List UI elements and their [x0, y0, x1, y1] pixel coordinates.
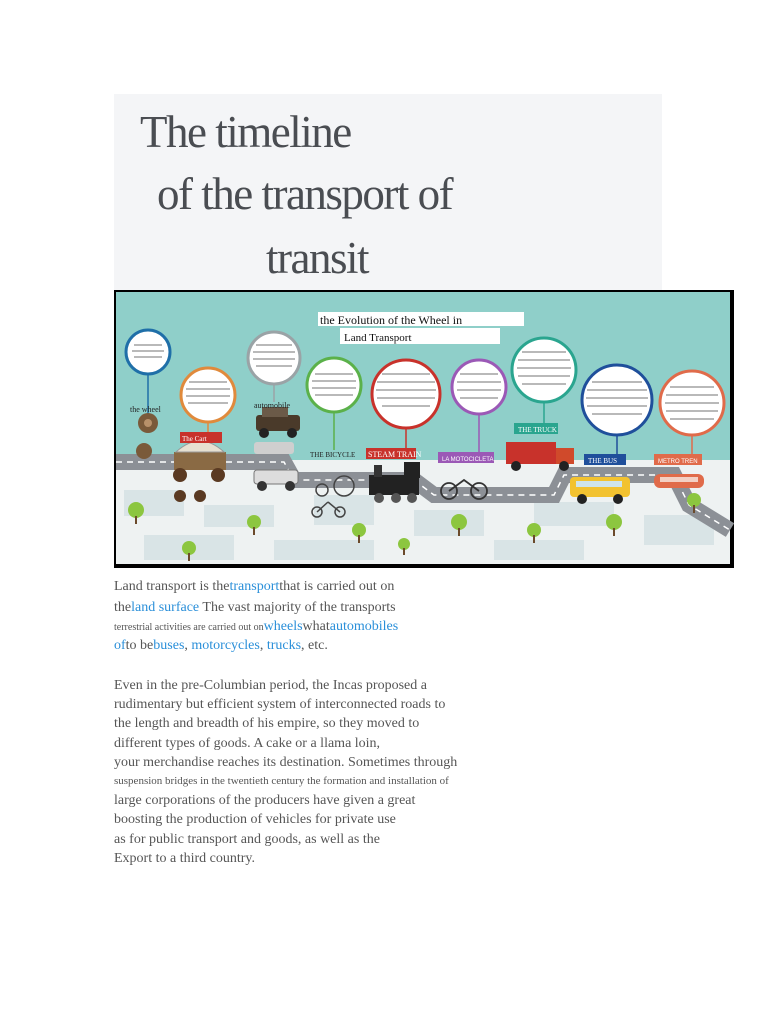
label-cart: The Cart [182, 435, 207, 443]
infographic-heading-2: Land Transport [344, 332, 412, 344]
para1-text: , etc. [301, 638, 328, 653]
para1-text: , [184, 638, 192, 653]
para1-text: The vast majority of the transports [199, 600, 396, 615]
label-wheel: the wheel [130, 405, 161, 414]
para1-line3 [114, 620, 398, 634]
metro-graphic [654, 474, 704, 488]
para2-line: different types of goods. A cake or a llama loin, [114, 736, 381, 751]
para2-line: your merchandise reaches its destination. Sometimes through [114, 755, 458, 770]
link-land-surface[interactable]: land surface [131, 600, 200, 615]
para1-line2 [114, 601, 396, 615]
link-buses[interactable]: buses [153, 638, 185, 653]
automobile-graphic [254, 407, 300, 491]
para1-text: that is carried out on [279, 579, 395, 594]
para2-line: Even in the pre-Columbian period, the Incas proposed a [114, 678, 427, 693]
label-metro: METRO TREN [658, 459, 698, 465]
para1-text: Land transport is the [114, 579, 230, 594]
para1-text: what [302, 619, 330, 634]
link-trucks[interactable]: trucks [266, 638, 302, 653]
link-automobiles[interactable]: automobiles [329, 619, 399, 634]
title-line-2: of the transport of [157, 169, 453, 219]
para2-line: suspension bridges in the twentieth century the formation and installation of [114, 775, 449, 787]
para2-line: Export to a third country. [114, 851, 256, 866]
para2-line: boosting the production of vehicles for private use [114, 812, 396, 827]
label-motorcycle: LA MOTOCICLETA [442, 457, 494, 463]
title-line-3: transit [266, 233, 368, 283]
para2-line: large corporations of the producers have given a great [114, 793, 416, 808]
link-transport[interactable]: transport [229, 579, 280, 594]
title-box [114, 94, 662, 292]
para1-text: the [114, 600, 132, 615]
label-automobile: automobile [254, 401, 290, 410]
para1-line4 [114, 639, 328, 653]
para1-text: , [259, 638, 267, 653]
label-bicycle: THE BICYCLE [310, 451, 356, 459]
para1-text: to be [125, 638, 154, 653]
label-truck: THE TRUCK [518, 426, 557, 434]
link-wheels[interactable]: wheels [263, 619, 303, 634]
infographic-heading-1: the Evolution of the Wheel in [320, 313, 463, 327]
label-steam-train: STEAM TRAIN [368, 450, 422, 459]
infographic [114, 290, 734, 568]
label-bus: THE BUS [588, 457, 617, 465]
para2-line: rudimentary but efficient system of interconnected roads to [114, 697, 446, 712]
link-motorcycles[interactable]: motorcycles [191, 638, 260, 653]
link-of[interactable]: of [114, 638, 126, 653]
para1-text: terrestrial activities are carried out on [114, 622, 264, 633]
para2-line: as for public transport and goods, as well as the [114, 832, 380, 847]
para1-line1 [114, 580, 394, 594]
infographic-graphic [114, 290, 734, 568]
title-line-1: The timeline [140, 107, 351, 157]
para2-line: the length and breadth of his empire, so they moved to [114, 716, 420, 731]
